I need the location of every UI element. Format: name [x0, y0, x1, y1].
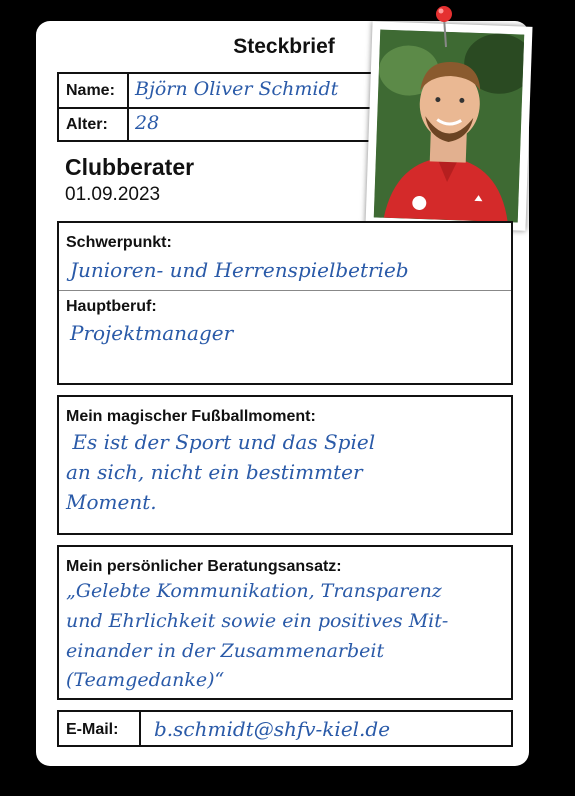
name-age-box [57, 72, 375, 142]
approach-line: einander in der Zusammenarbeit [66, 640, 385, 662]
moment-line: an sich, nicht ein bestimmter [66, 460, 363, 484]
portrait-photo [365, 21, 532, 230]
approach-line: (Teamgedanke)“ [66, 669, 225, 691]
approach-label: Mein persönlicher Beratungsansatz: [66, 558, 342, 575]
job-label: Hauptberuf: [66, 298, 157, 315]
approach-line: und Ehrlichkeit sowie ein positives Mit- [66, 610, 449, 632]
approach-line: „Gelebte Kommunikation, Transparenz [66, 580, 442, 602]
date-text: 01.09.2023 [65, 184, 161, 205]
moment-label: Mein magischer Fußballmoment: [66, 408, 316, 425]
age-value: 28 [135, 112, 160, 134]
moment-line: Es ist der Sport und das Spiel [66, 430, 376, 454]
pin-icon [432, 3, 456, 49]
page-title: Steckbrief [233, 35, 335, 58]
age-label: Alter: [66, 116, 108, 133]
moment-line: Moment. [66, 490, 157, 514]
job-value: Projektmanager [70, 321, 234, 345]
focus-label: Schwerpunkt: [66, 234, 172, 251]
portrait-image [374, 30, 524, 223]
email-box [57, 710, 513, 747]
moment-box [57, 395, 513, 535]
name-label: Name: [66, 82, 115, 99]
email-value[interactable]: b.schmidt@shfv-kiel.de [154, 717, 391, 741]
role-heading: Clubberater [65, 154, 195, 180]
email-label: E-Mail: [66, 721, 119, 738]
approach-box [57, 545, 513, 700]
name-value: Björn Oliver Schmidt [135, 78, 339, 100]
focus-job-box [57, 221, 513, 385]
focus-value: Junioren- und Herrenspielbetrieb [70, 258, 409, 282]
